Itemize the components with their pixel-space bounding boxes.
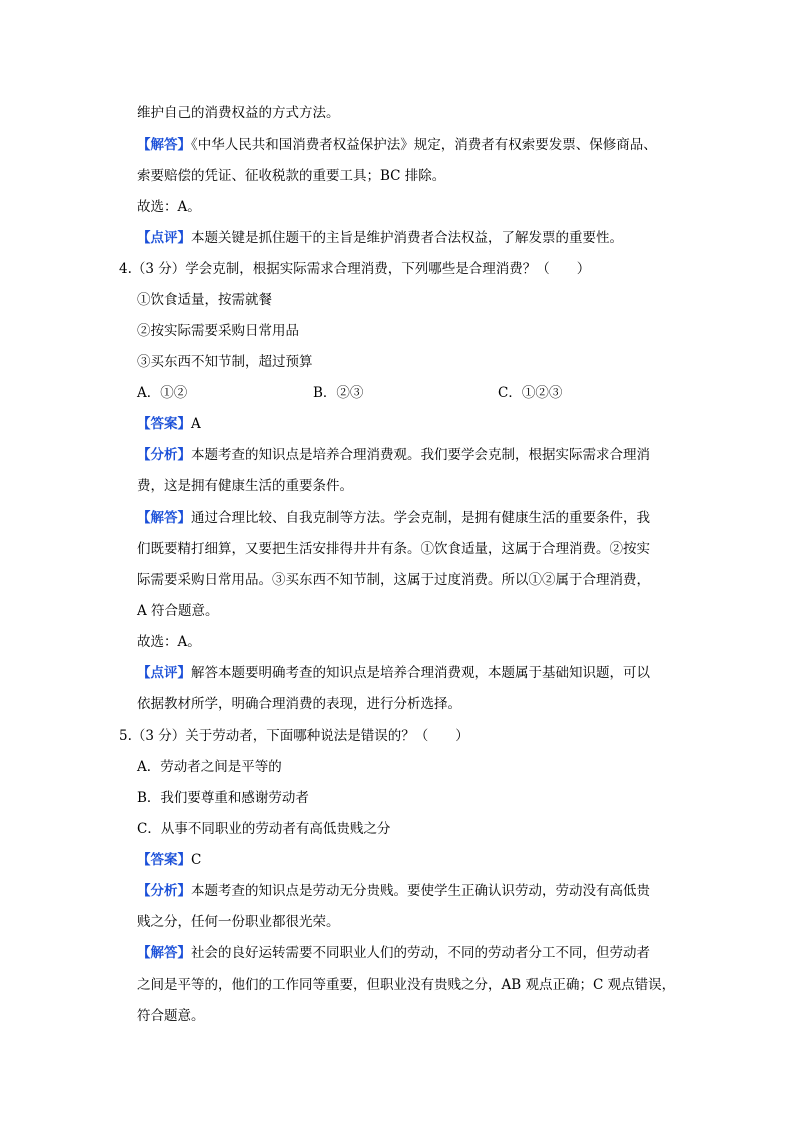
q4-fenxi-line-2: 费，这是拥有健康生活的重要条件。 — [137, 478, 353, 494]
answer-tag: 【答案】 — [137, 852, 191, 868]
q5-option-c: C．从事不同职业的劳动者有高低贵贱之分 — [137, 821, 391, 837]
q4-statement-3: ③买东西不知节制，超过预算 — [137, 354, 313, 370]
q4-stem: 4.（3 分）学会克制，根据实际需求合理消费，下列哪些是合理消费？（ ） — [119, 261, 591, 277]
prev-analysis-tail: 维护自己的消费权益的方式方法。 — [137, 105, 340, 121]
q4-jieda-line-3: 际需要采购日常用品。③买东西不知节制，这属于过度消费。所以①②属于合理消费， — [137, 572, 650, 588]
answer-analysis-tag: 【解答】 — [137, 945, 191, 961]
prev-choose: 故选：A。 — [137, 199, 201, 215]
q5-jieda-line-2: 之间是平等的，他们的工作同等重要，但职业没有贵贱之分，AB 观点正确；C 观点错误， — [137, 977, 676, 993]
q4-option-a: A．①② — [137, 385, 188, 401]
q4-option-b: B．②③ — [313, 385, 364, 401]
analysis-tag: 【分析】 — [137, 883, 191, 899]
q4-comment-line-1: 【点评】解答本题要明确考查的知识点是培养合理消费观，本题属于基础知识题，可以 — [137, 665, 650, 681]
q5-fenxi-line-1: 【分析】本题考查的知识点是劳动无分贵贱。要使学生正确认识劳动，劳动没有高低贵 — [137, 883, 650, 899]
q5-jieda-line-1: 【解答】社会的良好运转需要不同职业人们的劳动，不同的劳动者分工不同，但劳动者 — [137, 945, 650, 961]
q4-jieda-line-1: 【解答】通过合理比较、自我克制等方法。学会克制，是拥有健康生活的重要条件，我 — [137, 510, 650, 526]
q5-option-b: B．我们要尊重和感谢劳动者 — [137, 790, 309, 806]
prev-comment: 【点评】本题关键是抓住题干的主旨是维护消费者合法权益，了解发票的重要性。 — [137, 230, 623, 246]
q4-statement-2: ②按实际需要采购日常用品 — [137, 323, 299, 339]
q5-stem: 5.（3 分）关于劳动者，下面哪种说法是错误的？（ ） — [119, 728, 469, 744]
q4-option-c: C．①②③ — [498, 385, 563, 401]
q4-choose: 故选：A。 — [137, 634, 201, 650]
prev-jieda-line-1: 【解答】《中华人民共和国消费者权益保护法》规定，消费者有权索要发票、保修商品、 — [137, 137, 657, 153]
analysis-tag: 【分析】 — [137, 447, 191, 463]
q4-jieda-line-4: A 符合题意。 — [137, 603, 219, 619]
q4-fenxi-line-1: 【分析】本题考查的知识点是培养合理消费观。我们要学会克制，根据实际需求合理消 — [137, 447, 650, 463]
q5-option-a: A．劳动者之间是平等的 — [137, 759, 282, 775]
answer-analysis-tag: 【解答】 — [137, 137, 191, 153]
answer-tag: 【答案】 — [137, 416, 191, 432]
q4-comment-line-2: 依据教材所学，明确合理消费的表现，进行分析选择。 — [137, 696, 461, 712]
q5-fenxi-line-2: 贱之分，任何一份职业都很光荣。 — [137, 914, 340, 930]
answer-analysis-tag: 【解答】 — [137, 510, 191, 526]
comment-tag: 【点评】 — [137, 665, 191, 681]
q5-jieda-line-3: 符合题意。 — [137, 1008, 205, 1024]
q4-statement-1: ①饮食适量，按需就餐 — [137, 292, 272, 308]
prev-jieda-line-2: 索要赔偿的凭证、征收税款的重要工具；BC 排除。 — [137, 168, 446, 184]
q4-jieda-line-2: 们既要精打细算，又要把生活安排得井井有条。①饮食适量，这属于合理消费。②按实 — [137, 541, 650, 557]
comment-tag: 【点评】 — [137, 230, 191, 246]
q4-answer: 【答案】A — [137, 416, 201, 432]
q5-answer: 【答案】C — [137, 852, 202, 868]
